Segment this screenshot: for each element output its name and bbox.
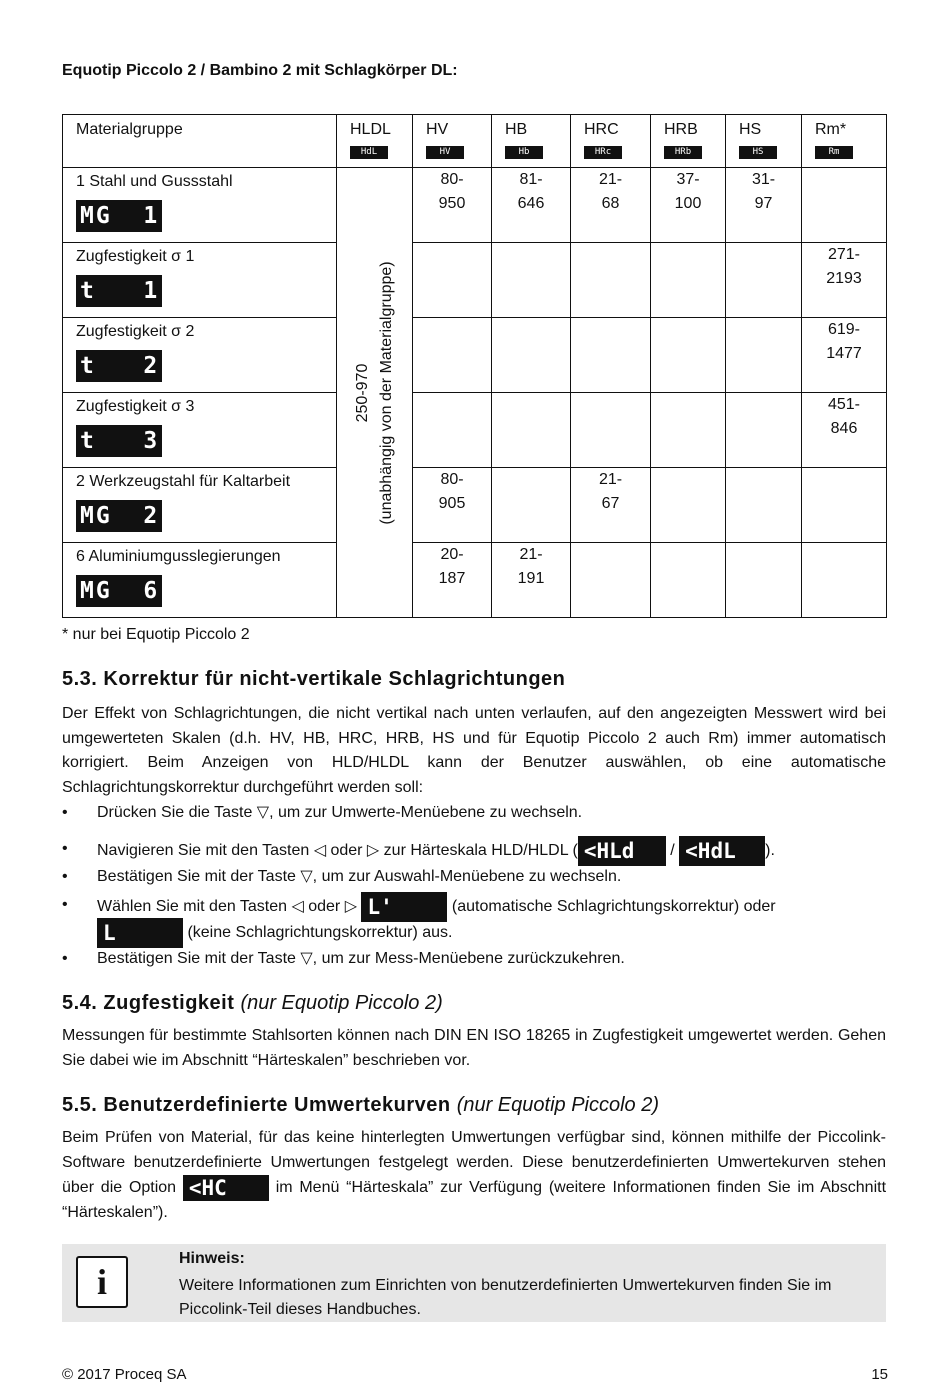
- header-label: HB: [505, 121, 528, 138]
- value-cell: [571, 393, 651, 468]
- list-item: [62, 836, 892, 862]
- header-cell: [726, 115, 802, 168]
- lcd-material-code: t 1: [76, 275, 162, 307]
- lcd-material-code: t 3: [76, 425, 162, 457]
- copyright: © 2017 Proceq SA: [62, 1366, 187, 1383]
- lcd-material-code: MG 2: [76, 500, 162, 532]
- value-cell: [651, 318, 726, 393]
- value-cell: 619- 1477: [802, 318, 887, 393]
- value-cell: [492, 393, 571, 468]
- table-row: [63, 468, 887, 543]
- hint-box: [62, 1244, 886, 1322]
- value-cell: 80- 950: [413, 168, 492, 243]
- header-cell: [413, 115, 492, 168]
- lcd-custom-curve-symbol: <HC: [183, 1175, 269, 1201]
- value-cell: [651, 393, 726, 468]
- list-item-text-part: /: [665, 842, 680, 860]
- value-cell: [651, 543, 726, 618]
- value-cell: 37- 100: [651, 168, 726, 243]
- value-cell: [571, 318, 651, 393]
- list-item-text: Bestätigen Sie mit der Taste ▽, um zur Auswahl-Menüebene zu wechseln.: [97, 868, 622, 885]
- list-item-text: [97, 918, 452, 948]
- lcd-scale-symbol: HRb: [664, 146, 702, 159]
- list-item-text-part: (automatische Schlagrichtungskorrektur) oder: [451, 898, 776, 916]
- heading-note: (nur Equotip Piccolo 2): [240, 992, 443, 1014]
- header-label: Rm*: [815, 121, 847, 138]
- header-label: Materialgruppe: [76, 121, 183, 138]
- table-row: [63, 393, 887, 468]
- material-label: 2 Werkzeugstahl für Kaltarbeit: [76, 473, 291, 490]
- lcd-scale-symbol: Rm: [815, 146, 853, 159]
- lcd-scale-symbol: HS: [739, 146, 777, 159]
- section-paragraph-5-4: Messungen für bestimmte Stahlsorten können nach DIN EN ISO 18265 in Zugfestigkeit umgewertet werden. Gehen Sie dabei wie im Abschnitt “Härteskalen” beschrieben vor.: [62, 1027, 886, 1069]
- bullet-dot: •: [62, 950, 68, 967]
- hldl-range-text: 250-970 (unabhängig von der Materialgruppe): [353, 260, 395, 525]
- hldl-range-cell: [337, 168, 413, 618]
- lcd-material-code: t 2: [76, 350, 162, 382]
- section-paragraph-5-5: [62, 1126, 886, 1226]
- material-label: Zugfestigkeit σ 2: [76, 323, 195, 340]
- material-cell: [63, 543, 337, 618]
- value-cell: 271- 2193: [802, 243, 887, 318]
- section-heading-5-3: 5.3. Korrektur für nicht-vertikale Schlagrichtungen: [62, 668, 566, 690]
- value-cell: [492, 468, 571, 543]
- hint-text: Weitere Informationen zum Einrichten von benutzerdefinierten Umwertekurven finden Sie im Piccolink-Teil dieses Handbuches.: [179, 1277, 832, 1318]
- table-row: [63, 318, 887, 393]
- table-row: [63, 543, 887, 618]
- material-label: Zugfestigkeit σ 3: [76, 398, 195, 415]
- value-cell: [726, 243, 802, 318]
- list-item: [62, 864, 892, 890]
- list-item-continuation: [62, 918, 892, 944]
- heading-text: 5.5. Benutzerdefinierte Umwertekurven: [62, 1094, 451, 1116]
- value-cell: [726, 393, 802, 468]
- bullet-dot: •: [62, 868, 68, 885]
- value-cell: 81- 646: [492, 168, 571, 243]
- lcd-scale-symbol: HdL: [350, 146, 388, 159]
- list-item: [62, 892, 892, 918]
- value-cell: [651, 243, 726, 318]
- section-heading-5-4: [62, 992, 443, 1015]
- material-label: 1 Stahl und Gussstahl: [76, 173, 233, 190]
- heading-note: (nur Equotip Piccolo 2): [456, 1094, 660, 1116]
- header-cell: [571, 115, 651, 168]
- bullet-dot: •: [62, 804, 68, 821]
- value-cell: 21- 68: [571, 168, 651, 243]
- lcd-scale-symbol: HV: [426, 146, 464, 159]
- table-row: [63, 168, 887, 243]
- bullet-dot: •: [62, 896, 68, 913]
- hint-title: Hinweis:: [179, 1250, 245, 1267]
- material-cell: [63, 468, 337, 543]
- value-cell: [726, 318, 802, 393]
- lcd-material-code: MG 1: [76, 200, 162, 232]
- value-cell: [413, 393, 492, 468]
- value-cell: [492, 243, 571, 318]
- lcd-hld-symbol: <HLd: [578, 836, 666, 866]
- header-cell: [63, 115, 337, 168]
- value-cell: 20- 187: [413, 543, 492, 618]
- value-cell: [571, 543, 651, 618]
- value-cell: [571, 243, 651, 318]
- heading-text: 5.4. Zugfestigkeit: [62, 992, 235, 1014]
- value-cell: [726, 543, 802, 618]
- value-cell: [492, 318, 571, 393]
- material-cell: [63, 243, 337, 318]
- value-cell: 21- 191: [492, 543, 571, 618]
- table-footnote: * nur bei Equotip Piccolo 2: [62, 626, 250, 643]
- value-cell: [802, 468, 887, 543]
- value-cell: 31- 97: [726, 168, 802, 243]
- paragraph-text: im Menü “Härteskala” zur Verfügung (weitere Informationen finden Sie im Abschnitt “Härteskalen”).: [62, 1179, 887, 1221]
- value-cell: [413, 243, 492, 318]
- info-icon: i: [76, 1256, 128, 1308]
- header-label: HRB: [664, 121, 698, 138]
- list-item-text-part: (keine Schlagrichtungskorrektur) aus.: [187, 924, 453, 942]
- list-item-text: Bestätigen Sie mit der Taste ▽, um zur Mess-Menüebene zurückzukehren.: [97, 950, 625, 967]
- header-label: HLDL: [350, 121, 391, 138]
- lcd-scale-symbol: HRc: [584, 146, 622, 159]
- value-cell: [802, 168, 887, 243]
- header-label: HV: [426, 121, 449, 138]
- hardness-table: [62, 114, 887, 618]
- page-number: 15: [871, 1366, 888, 1383]
- table-header-row: [63, 115, 887, 168]
- list-item: [62, 800, 892, 826]
- list-item-text: [97, 836, 775, 866]
- lcd-no-correction-symbol: L: [97, 918, 183, 948]
- bullet-dot: •: [62, 840, 68, 857]
- lcd-material-code: MG 6: [76, 575, 162, 607]
- value-cell: [651, 468, 726, 543]
- header-label: HRC: [584, 121, 619, 138]
- material-cell: [63, 318, 337, 393]
- paragraph-text: Beim Prüfen von Material, für das keine hinterlegten Umwertungen verfügbar sind, können mithilfe der Piccolink-Software benutzerdefinierte Umwertungen festgelegt werden. Diese benutzerdefinierten Umwertekurven stehen über die Option: [62, 1129, 886, 1197]
- value-cell: 21- 67: [571, 468, 651, 543]
- lcd-auto-correction-symbol: L': [361, 892, 447, 922]
- material-label: 6 Aluminiumgusslegierungen: [76, 548, 281, 565]
- list-item: [62, 946, 892, 972]
- value-cell: 451- 846: [802, 393, 887, 468]
- list-item-text-part: Navigieren Sie mit den Tasten ◁ oder ▷ zur Härteskala HLD/HLDL (: [97, 842, 578, 860]
- value-cell: [726, 468, 802, 543]
- list-item-text-part: ).: [765, 842, 775, 860]
- lcd-scale-symbol: Hb: [505, 146, 543, 159]
- header-cell: [492, 115, 571, 168]
- value-cell: [413, 318, 492, 393]
- value-cell: [802, 543, 887, 618]
- material-cell: [63, 393, 337, 468]
- section-heading-5-5: [62, 1094, 659, 1117]
- lcd-hdl-symbol: <HdL: [679, 836, 765, 866]
- table-title: Equotip Piccolo 2 / Bambino 2 mit Schlagkörper DL:: [62, 62, 458, 79]
- header-label: HS: [739, 121, 762, 138]
- value-cell: 80- 905: [413, 468, 492, 543]
- list-item-text-part: Wählen Sie mit den Tasten ◁ oder ▷: [97, 898, 357, 916]
- header-cell: [802, 115, 887, 168]
- table-row: [63, 243, 887, 318]
- header-cell: [651, 115, 726, 168]
- header-cell: [337, 115, 413, 168]
- section-paragraph-5-3: Der Effekt von Schlagrichtungen, die nicht vertikal nach unten verlaufen, auf den angezeigten Messwert wird bei umgewerteten Skalen (d.h. HV, HB, HRC, HRB, HS und für Equotip Piccolo 2 auch Rm) immer automatisch korrigiert. Beim Anzeigen von HLD/HLDL kann der Benutzer auswählen, ob eine automatische Schlagrichtungskorrektur durchgeführt werden soll:: [62, 705, 886, 796]
- material-label: Zugfestigkeit σ 1: [76, 248, 195, 265]
- material-cell: [63, 168, 337, 243]
- list-item-text: Drücken Sie die Taste ▽, um zur Umwerte-Menüebene zu wechseln.: [97, 804, 583, 821]
